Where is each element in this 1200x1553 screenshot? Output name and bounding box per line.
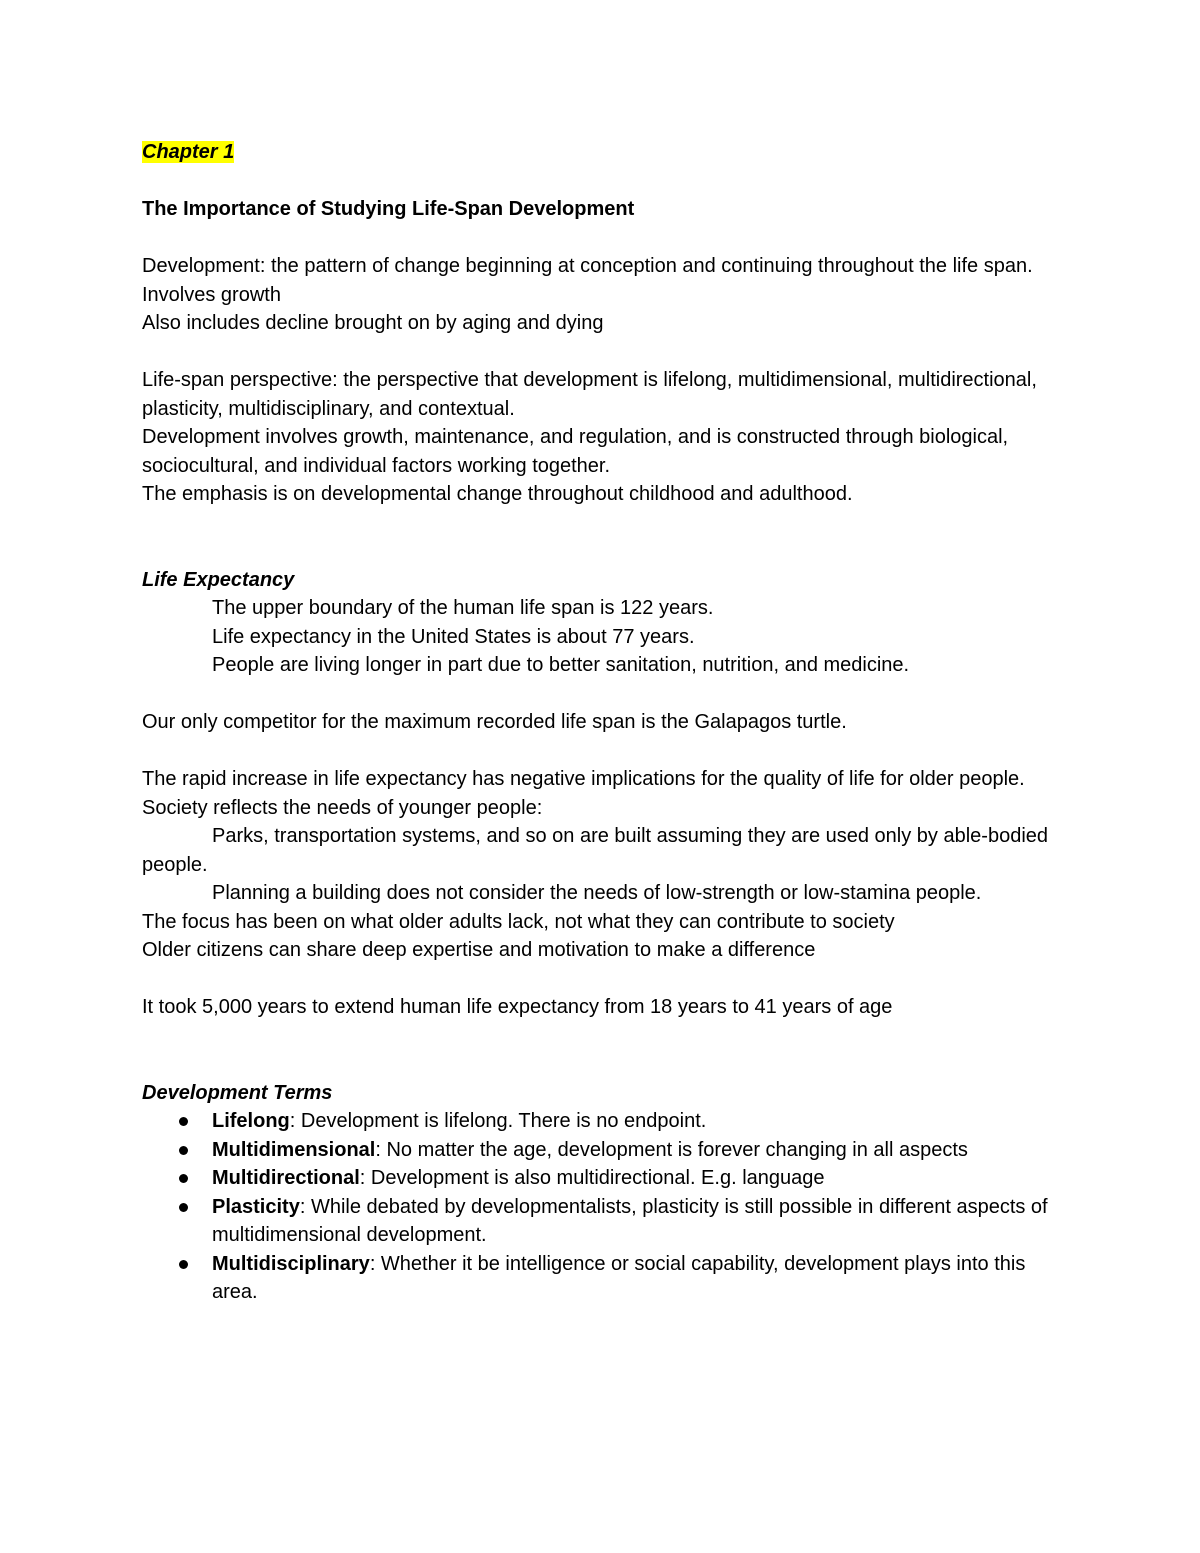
life-span-perspective: Life-span perspective: the perspective that development is lifelong, multidimensional, multidirectional, plasticity, multidisciplinary, and contextual. bbox=[142, 369, 1037, 420]
document-page bbox=[142, 138, 1062, 1307]
list-item bbox=[142, 1250, 1062, 1307]
term-description: : Development is also multidirectional. E.g. language bbox=[359, 1167, 825, 1189]
development-definition: Development: the pattern of change beginning at conception and continuing throughout the life span. bbox=[142, 255, 1033, 277]
list-item bbox=[142, 1136, 1062, 1165]
bullet-icon bbox=[179, 1203, 188, 1212]
includes-decline: Also includes decline brought on by aging and dying bbox=[142, 312, 604, 334]
competitor-paragraph: Our only competitor for the maximum recorded life span is the Galapagos turtle. bbox=[142, 711, 847, 733]
life-expectancy-item: Life expectancy in the United States is about 77 years. bbox=[212, 625, 695, 648]
bullet-icon bbox=[179, 1117, 188, 1126]
development-terms-heading: Development Terms bbox=[142, 1081, 333, 1104]
chapter-line bbox=[142, 138, 1062, 167]
term-name: Plasticity bbox=[212, 1195, 300, 1218]
term-description: : No matter the age, development is forever changing in all aspects bbox=[375, 1138, 968, 1161]
focus-paragraph: The focus has been on what older adults lack, not what they can contribute to society bbox=[142, 910, 895, 933]
involves-growth: Involves growth bbox=[142, 283, 281, 306]
term-name: Multidisciplinary bbox=[212, 1252, 370, 1275]
bullet-icon bbox=[179, 1146, 188, 1155]
bullet-icon bbox=[179, 1260, 188, 1269]
life-expectancy-heading: Life Expectancy bbox=[142, 568, 295, 591]
life-expectancy-item: The upper boundary of the human life span is 122 years. bbox=[212, 597, 714, 619]
term-name: Multidirectional bbox=[212, 1167, 360, 1189]
term-description: : Development is lifelong. There is no endpoint. bbox=[289, 1110, 707, 1132]
planning-paragraph: Planning a building does not consider the needs of low-strength or low-stamina people. bbox=[212, 882, 982, 904]
list-item bbox=[142, 1107, 1062, 1136]
society-paragraph: Society reflects the needs of younger people: bbox=[142, 796, 543, 819]
document-title: The Importance of Studying Life-Span Development bbox=[142, 198, 635, 220]
life-expectancy-item: People are living longer in part due to better sanitation, nutrition, and medicine. bbox=[212, 654, 910, 676]
chapter-label: Chapter 1 bbox=[142, 141, 235, 163]
term-name: Lifelong bbox=[212, 1110, 290, 1132]
term-description: : While debated by developmentalists, plasticity is still possible in different aspects of multidimensional development. bbox=[212, 1195, 1048, 1246]
rapid-increase-paragraph: The rapid increase in life expectancy has negative implications for the quality of life for older people. bbox=[142, 768, 1025, 790]
term-name: Multidimensional bbox=[212, 1138, 376, 1161]
term-description: : Whether it be intelligence or social capability, development plays into this area. bbox=[212, 1252, 1026, 1303]
emphasis-paragraph: The emphasis is on developmental change throughout childhood and adulthood. bbox=[142, 483, 853, 505]
development-terms-list bbox=[142, 1107, 1062, 1307]
took-years-paragraph: It took 5,000 years to extend human life expectancy from 18 years to 41 years of age bbox=[142, 996, 893, 1018]
list-item bbox=[142, 1193, 1062, 1250]
parks-paragraph: Parks, transportation systems, and so on are built assuming they are used only by able-bodied people. bbox=[142, 825, 1049, 876]
list-item bbox=[142, 1164, 1062, 1193]
bullet-icon bbox=[179, 1174, 188, 1183]
older-citizens-paragraph: Older citizens can share deep expertise and motivation to make a difference bbox=[142, 939, 816, 961]
development-involves: Development involves growth, maintenance, and regulation, and is constructed through biological, sociocultural, and individual factors working together. bbox=[142, 426, 1009, 477]
